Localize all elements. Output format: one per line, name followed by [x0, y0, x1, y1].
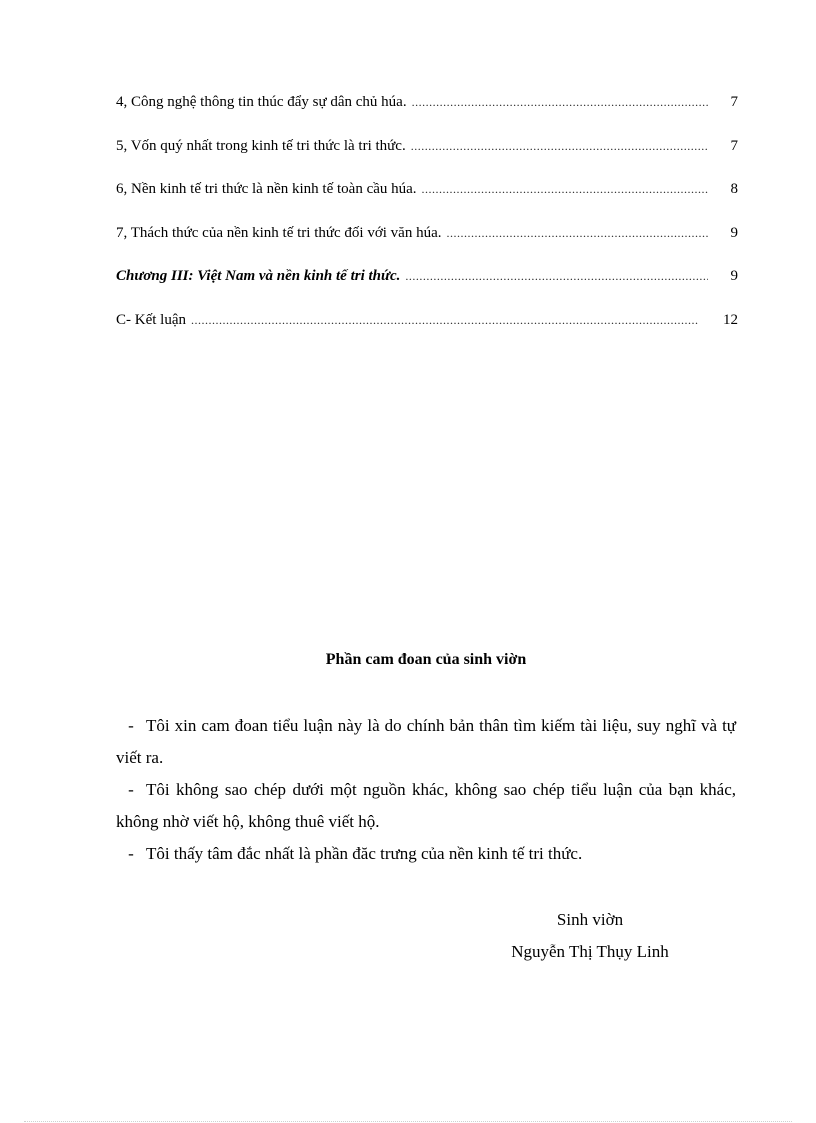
toc-entry-conclusion[interactable]: [116, 310, 738, 354]
declaration-item: [116, 710, 736, 774]
signature-role: Sinh viờn: [556, 910, 624, 929]
declaration-item-text: Tôi thấy tâm đắc nhất là phần đăc trưng của nền kinh tế tri thức.: [146, 844, 583, 863]
toc-page-number: 8: [730, 181, 738, 198]
toc-page-number: 9: [730, 268, 738, 285]
signature-block: [490, 904, 690, 968]
toc-leader-dots: [412, 92, 708, 112]
toc-entry-title: C- Kết luận: [116, 311, 186, 328]
list-dash: -: [128, 844, 134, 863]
table-of-contents: [116, 92, 738, 354]
toc-page-number: 9: [730, 224, 738, 241]
toc-entry-title: 5, Vốn quý nhất trong kinh tế tri thức là tri thức.: [116, 137, 406, 154]
toc-entry-title: 4, Công nghệ thông tin thúc đẩy sự dân chủ húa.: [116, 94, 407, 110]
toc-leader-dots: [422, 179, 708, 199]
toc-entry-title: 6, Nền kinh tế tri thức là nền kinh tế toàn cầu húa.: [116, 181, 417, 198]
toc-page-number: 12: [723, 311, 738, 328]
student-declaration: [116, 648, 736, 870]
list-dash: -: [128, 780, 134, 799]
toc-leader-dots: [405, 266, 708, 286]
toc-entry-6[interactable]: [116, 179, 738, 223]
page-bottom-divider: [24, 1121, 792, 1122]
toc-entry-7[interactable]: [116, 223, 738, 267]
declaration-item-text: Tôi không sao chép dưới một nguồn khác, không sao chép tiểu luận của bạn khác, không nhờ viết hộ, không thuê viết hộ.: [116, 780, 736, 831]
toc-leader-dots: [447, 223, 709, 243]
toc-page-number: 7: [730, 137, 738, 154]
toc-entry-chapter-3[interactable]: [116, 266, 738, 310]
signature-name: Nguyễn Thị Thụy Linh: [511, 942, 669, 961]
declaration-item: [116, 838, 736, 870]
declaration-heading: Phần cam đoan của sinh viờn: [325, 651, 527, 668]
toc-entry-title: Chương III: Việt Nam và nền kinh tế tri thức.: [116, 268, 401, 285]
toc-page-number: 7: [730, 94, 738, 110]
declaration-item-text: Tôi xin cam đoan tiểu luận này là do chính bản thân tìm kiếm tài liệu, suy nghĩ và tự viết ra.: [116, 716, 736, 767]
declaration-item: [116, 774, 736, 838]
toc-entry-4[interactable]: [116, 92, 738, 136]
list-dash: -: [128, 716, 134, 735]
toc-entry-5[interactable]: [116, 136, 738, 180]
toc-leader-dots: [411, 136, 708, 156]
toc-entry-title: 7, Thách thức của nền kinh tế tri thức đối với văn húa.: [116, 224, 442, 241]
toc-leader-dots: [191, 310, 698, 330]
